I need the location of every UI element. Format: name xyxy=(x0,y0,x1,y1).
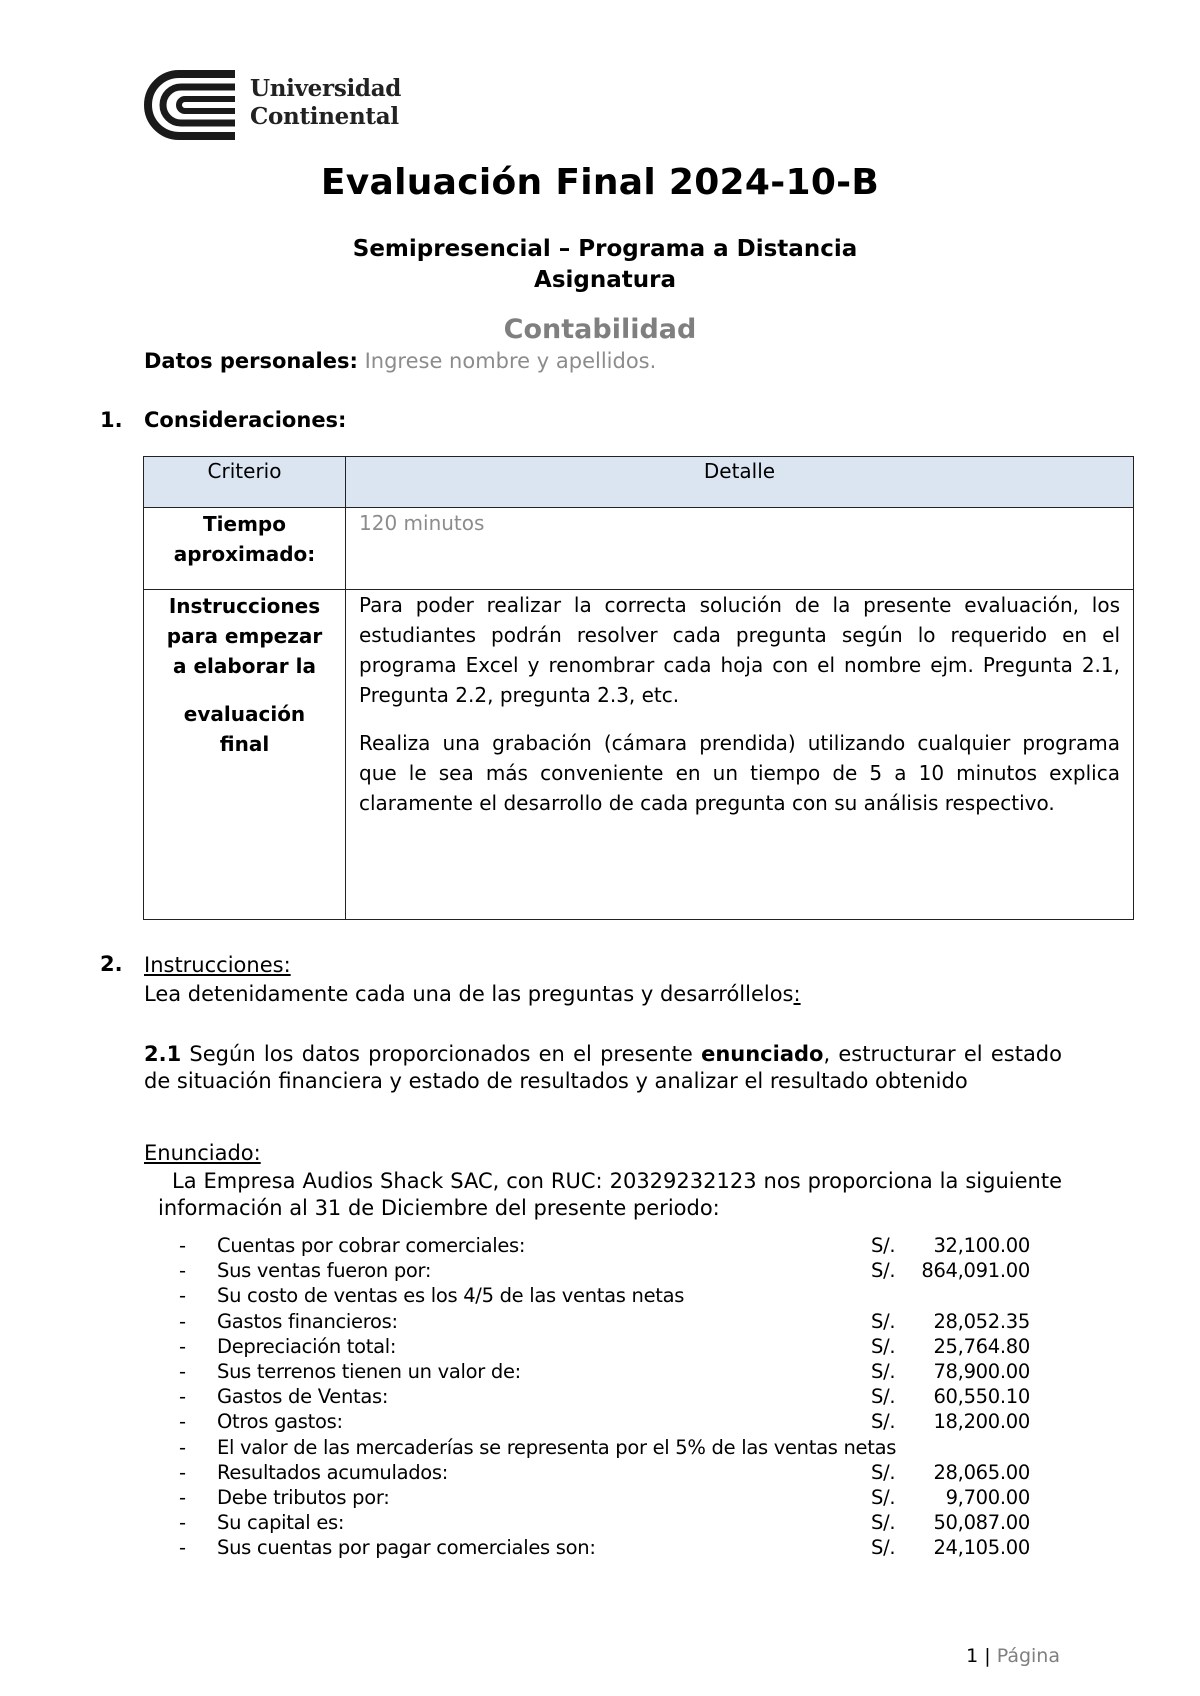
item-text: Sus cuentas por pagar comerciales son: xyxy=(217,1536,596,1560)
item-dash: - xyxy=(179,1309,186,1333)
question-text-a: Según los datos proporcionados en el presente xyxy=(181,1042,702,1066)
table-row xyxy=(144,590,1134,920)
item-currency: S/. xyxy=(871,1511,896,1535)
question-2-1 xyxy=(144,1041,1062,1095)
item-text: Su capital es: xyxy=(217,1511,345,1535)
item-amount: 60,550.10 xyxy=(933,1385,1030,1409)
table-header-row xyxy=(144,457,1134,508)
item-currency: S/. xyxy=(871,1259,896,1283)
item-currency: S/. xyxy=(871,1485,896,1509)
item-text: Resultados acumulados: xyxy=(217,1460,449,1484)
footer-separator: | xyxy=(978,1645,997,1667)
item-dash: - xyxy=(179,1435,186,1459)
question-text-b: , estructurar el estado de situación financiera y estado de resultados y analizar el resultado obtenido xyxy=(144,1042,1062,1093)
item-text: Gastos de Ventas: xyxy=(217,1385,389,1409)
logo-text-line2: Continental xyxy=(250,103,399,130)
question-text-bold: enunciado xyxy=(701,1042,824,1066)
subject-heading: Contabilidad xyxy=(503,314,697,345)
item-text: Debe tributos por: xyxy=(217,1485,390,1509)
item-dash: - xyxy=(179,1460,186,1484)
criterio-instr-line5: final xyxy=(219,732,270,756)
personal-data-field[interactable]: Ingrese nombre y apellidos. xyxy=(364,349,657,373)
item-text: Depreciación total: xyxy=(217,1334,397,1358)
item-text: El valor de las mercaderías se representa por el 5% de las ventas netas xyxy=(217,1435,897,1459)
item-text: Cuentas por cobrar comerciales: xyxy=(217,1234,526,1257)
item-text: Su costo de ventas es los 4/5 de las ventas netas xyxy=(217,1284,685,1308)
list-item xyxy=(175,1485,1045,1510)
enunciado-text: La Empresa Audios Shack SAC, con RUC: 20329232123 nos proporciona la siguiente información al 31 de Diciembre del presente periodo: xyxy=(158,1169,1062,1220)
table-row xyxy=(144,508,1134,590)
section2-number: 2. xyxy=(100,952,123,976)
document-subtitle: Semipresencial – Programa a Distancia xyxy=(352,236,858,262)
list-item xyxy=(175,1384,1045,1409)
section2-intro-text: Lea detenidamente cada una de las preguntas y desarróllelos xyxy=(144,982,794,1006)
list-item xyxy=(175,1233,1045,1258)
criterio-tiempo xyxy=(144,508,346,590)
item-currency: S/. xyxy=(871,1359,896,1383)
list-item xyxy=(175,1409,1045,1434)
question-number: 2.1 xyxy=(144,1042,182,1066)
item-currency: S/. xyxy=(871,1536,896,1560)
list-item xyxy=(175,1309,1045,1334)
criterio-instr-line4: evaluación xyxy=(183,702,306,726)
instrucciones-paragraph-2: Realiza una grabación (cámara prendida) utilizando cualquier programa que le sea más conveniente en un tiempo de 5 a 10 minutos explica claramente el desarrollo de cada pregunta con su análisis respectivo. xyxy=(359,731,1120,815)
item-text: Sus terrenos tienen un valor de: xyxy=(217,1359,521,1383)
list-item xyxy=(175,1334,1045,1359)
item-currency: S/. xyxy=(871,1309,896,1333)
header-criterio: Criterio xyxy=(144,457,346,508)
enunciado-label: Enunciado: xyxy=(144,1141,261,1165)
item-dash: - xyxy=(179,1259,186,1283)
item-currency: S/. xyxy=(871,1334,896,1358)
personal-data-line xyxy=(144,349,656,373)
item-amount: 9,700.00 xyxy=(945,1485,1030,1509)
header-detalle: Detalle xyxy=(346,457,1134,508)
criteria-table xyxy=(143,456,1134,920)
list-item xyxy=(175,1435,1045,1460)
section1-title: Consideraciones: xyxy=(144,408,347,432)
data-items-list xyxy=(175,1233,1045,1560)
item-currency: S/. xyxy=(871,1234,896,1257)
list-item xyxy=(175,1510,1045,1535)
page-number: 1 xyxy=(966,1645,979,1667)
list-item xyxy=(175,1359,1045,1384)
criterio-tiempo-line2: aproximado: xyxy=(173,542,316,566)
section1-number: 1. xyxy=(100,408,123,432)
detalle-tiempo: 120 minutos xyxy=(346,508,1134,590)
item-amount: 864,091.00 xyxy=(921,1259,1030,1283)
list-item xyxy=(175,1283,1045,1308)
criterio-tiempo-line1: Tiempo xyxy=(203,512,286,536)
item-amount: 50,087.00 xyxy=(933,1511,1030,1535)
criterio-instr-line1: Instrucciones xyxy=(168,594,321,618)
item-amount: 18,200.00 xyxy=(933,1410,1030,1434)
personal-data-label: Datos personales: xyxy=(144,349,358,373)
item-dash: - xyxy=(179,1334,186,1358)
item-amount: 28,065.00 xyxy=(933,1460,1030,1484)
item-dash: - xyxy=(179,1536,186,1560)
item-text: Gastos financieros: xyxy=(217,1309,398,1333)
university-logo xyxy=(143,70,402,140)
item-amount: 78,900.00 xyxy=(933,1359,1030,1383)
item-currency: S/. xyxy=(871,1385,896,1409)
item-amount: 25,764.80 xyxy=(933,1334,1030,1358)
section2-intro-colon: : xyxy=(793,982,801,1006)
item-currency: S/. xyxy=(871,1410,896,1434)
list-item xyxy=(175,1258,1045,1283)
instrucciones-paragraph-1: Para poder realizar la correcta solución de la presente evaluación, los estudiantes podrán resolver cada pregunta según lo requerido en el programa Excel y renombrar cada hoja con el nombre ejm. Pregunta 2.1, Pregunta 2.2, pregunta 2.3, etc. xyxy=(359,593,1120,707)
item-amount: 24,105.00 xyxy=(933,1536,1030,1560)
item-amount: 32,100.00 xyxy=(933,1234,1030,1257)
criterio-instr-line2: para empezar xyxy=(166,624,323,648)
section2-intro xyxy=(144,981,801,1008)
criterio-instr-line3: a elaborar la xyxy=(173,654,316,678)
item-currency: S/. xyxy=(871,1460,896,1484)
page-label: Página xyxy=(996,1645,1060,1667)
list-item xyxy=(175,1460,1045,1485)
document-title: Evaluación Final 2024-10-B xyxy=(320,162,880,203)
continental-emblem-icon xyxy=(143,70,235,140)
item-dash: - xyxy=(179,1511,186,1535)
detalle-instrucciones xyxy=(346,590,1134,920)
item-amount: 28,052.35 xyxy=(933,1309,1030,1333)
item-text: Otros gastos: xyxy=(217,1410,343,1434)
item-text: Sus ventas fueron por: xyxy=(217,1259,432,1283)
item-dash: - xyxy=(179,1284,186,1308)
item-dash: - xyxy=(179,1410,186,1434)
document-subtitle-2: Asignatura xyxy=(534,267,676,293)
item-dash: - xyxy=(179,1359,186,1383)
logo-text-line1: Universidad xyxy=(250,75,402,102)
item-dash: - xyxy=(179,1485,186,1509)
section2-title: Instrucciones: xyxy=(144,953,291,977)
item-dash: - xyxy=(179,1234,186,1257)
list-item xyxy=(175,1535,1045,1560)
page-footer xyxy=(966,1645,1060,1667)
item-dash: - xyxy=(179,1385,186,1409)
criterio-instrucciones xyxy=(144,590,346,920)
